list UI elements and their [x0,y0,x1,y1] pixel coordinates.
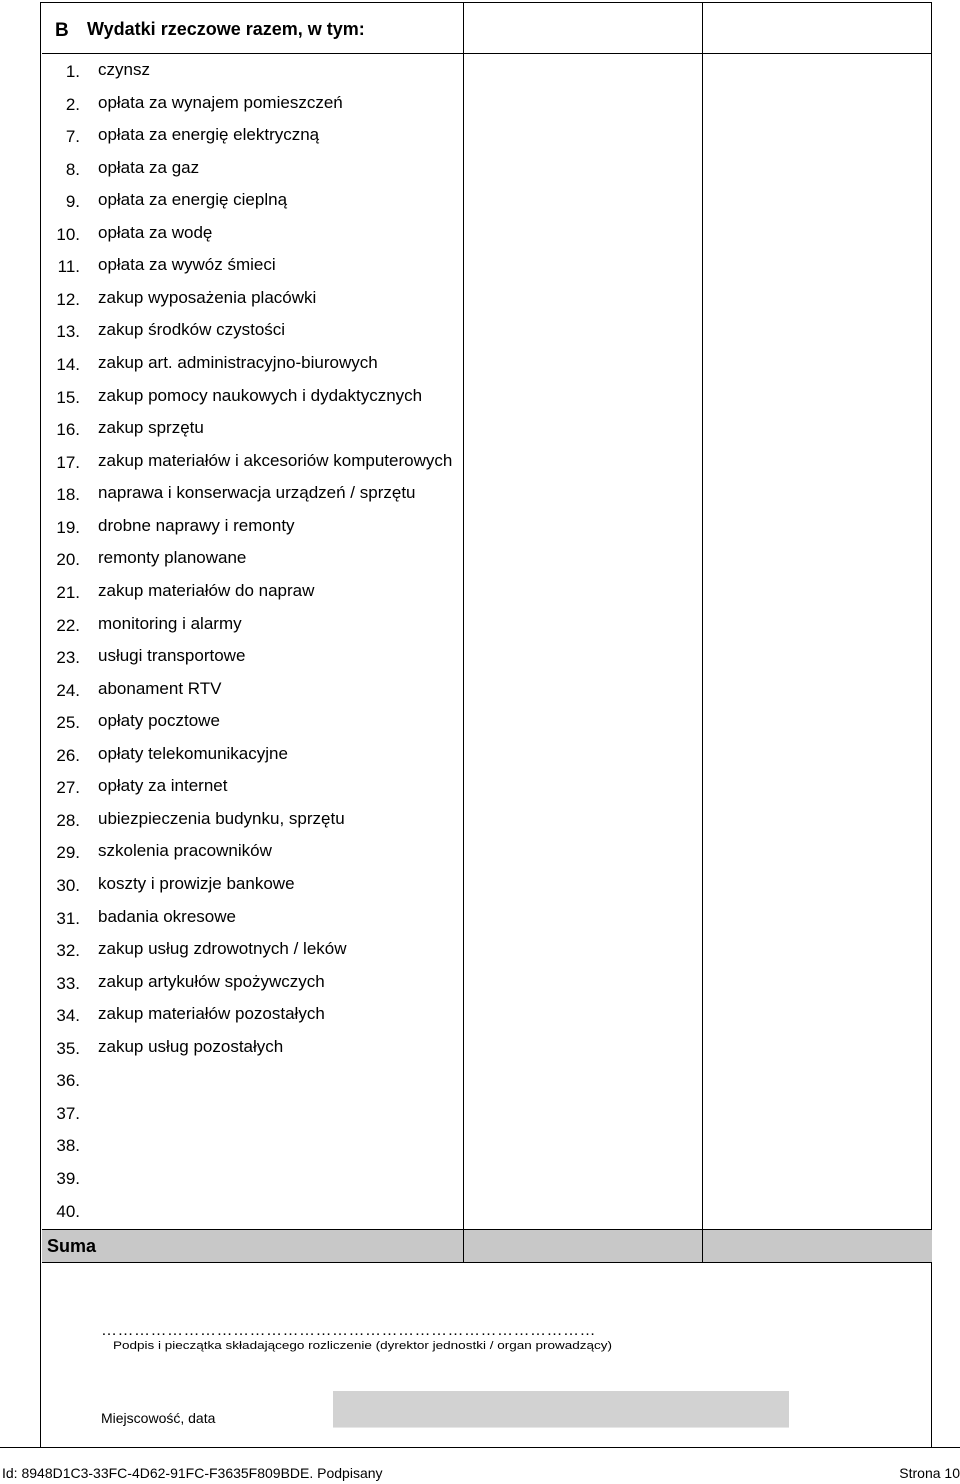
table-row [42,876,462,908]
table-row [42,678,462,713]
summary-row [42,1229,932,1263]
signature-caption: Podpis i pieczątka składającego rozliczenie (dyrektor jednostki / organ prowadzący) [113,1339,612,1352]
table-row [42,92,462,127]
table-row [42,648,462,680]
table-row [42,1071,462,1103]
row-label: zakup usług zdrowotnych / leków [98,939,347,959]
row-label: opłaty za internet [98,776,228,796]
row-label: opłata za energię cieplną [98,190,288,210]
row-label: zakup materiałów i akcesoriów komputerowych [98,450,453,470]
row-number: 31. [56,908,80,928]
table-row [42,515,462,550]
table-row [42,1169,462,1201]
table-row [42,157,462,192]
row-number: 30. [56,876,80,895]
table-row [42,322,462,354]
row-number: 24. [56,680,80,700]
table-row [42,450,462,485]
row-label: naprawa i konserwacja urządzeń / sprzętu [98,483,416,503]
row-label: drobne naprawy i remonty [98,515,295,535]
row-label: opłata za energię elektryczną [98,125,320,145]
table-row [42,257,462,289]
row-label: zakup pomocy naukowych i dydaktycznych [98,385,423,405]
row-label: abonament RTV [98,678,222,698]
row-number: 20. [56,550,80,570]
row-number: 16. [56,420,80,440]
table-row [42,971,462,1006]
column-divider-1 [463,2,464,1263]
row-label: monitoring i alarmy [98,613,242,633]
document-id: Id: 8948D1C3-33FC-4D62-91FC-F3635F809BDE. Podpisany [2,1465,383,1481]
table-row [42,1104,462,1136]
row-number: 14. [56,355,80,375]
table-row [42,485,462,517]
row-number: 11. [57,257,80,277]
table-row [42,420,462,452]
row-number: 23. [56,648,80,668]
row-label: zakup wyposażenia placówki [98,287,317,307]
row-number: 13. [56,322,80,342]
table-row [42,550,462,582]
row-number: 2. [65,94,80,114]
row-number: 34. [56,1006,80,1026]
page-number: Strona 10 [899,1465,960,1481]
table-row [42,1036,462,1071]
row-number: 32. [56,941,80,961]
table-row [42,1136,462,1168]
table-row [42,355,462,387]
row-number: 25. [56,713,80,733]
column-divider-2 [702,2,703,1263]
row-number: 29. [56,843,80,863]
summary-divider-1 [463,1229,464,1263]
row-number: 26. [56,745,80,765]
table-row [42,62,462,94]
row-label: opłaty telekomunikacyjne [98,743,288,763]
row-label: zakup usług pozostałych [98,1036,284,1056]
table-row [42,192,462,224]
row-number: 12. [56,289,80,309]
row-number: 39. [56,1169,80,1189]
row-number: 40. [56,1201,80,1221]
row-label: ubiezpieczenia budynku, sprzętu [98,808,345,828]
table-row [42,906,462,941]
table-row [42,778,462,810]
table-row [42,613,462,648]
row-number: 22. [56,615,80,635]
section-letter: B [55,20,69,41]
table-row [42,287,462,322]
row-label: zakup środków czystości [98,320,286,340]
section-title: Wydatki rzeczowe razem, w tym: [87,19,365,39]
row-number: 18. [56,485,80,505]
row-label: badania okresowe [98,906,236,926]
place-date-label: Miejscowość, data [101,1410,216,1426]
row-label: usługi transportowe [98,646,246,666]
row-number: 21. [56,582,80,602]
summary-label: Suma [47,1236,97,1256]
row-label: opłata za gaz [98,157,200,177]
row-label: zakup sprzętu [98,418,204,438]
row-number: 37. [56,1103,80,1123]
table-row [42,713,462,745]
row-number: 10. [56,224,80,244]
row-number: 8. [65,159,80,179]
row-label: remonty planowane [98,548,247,568]
row-number: 38. [56,1136,80,1156]
row-number: 19. [56,517,80,537]
table-row [42,385,462,420]
table-row [42,843,462,875]
table-row [42,1006,462,1038]
row-label: koszty i prowizje bankowe [98,874,295,893]
table-row [42,222,462,257]
table-row [42,808,462,843]
row-number: 1. [65,62,80,81]
signature-line: ……………………………………………………………………………… [101,1322,596,1339]
row-number: 36. [56,1071,80,1091]
row-label: zakup artykułów spożywczych [98,971,325,991]
row-number: 7. [65,127,80,147]
table-row [42,580,462,615]
row-label: opłata za wynajem pomieszczeń [98,92,343,112]
row-label: opłata za wodę [98,222,213,242]
row-label: zakup materiałów pozostałych [98,1004,325,1024]
row-number: 27. [56,778,80,798]
table-row [42,743,462,778]
row-label: szkolenia pracowników [98,841,272,861]
row-number: 9. [65,192,80,212]
footer-divider [0,1447,960,1448]
row-number: 28. [56,810,80,830]
table-row [42,127,462,159]
row-number: 33. [56,973,80,993]
summary-divider-2 [702,1229,703,1263]
row-label: opłaty pocztowe [98,711,220,731]
row-label: czynsz [98,60,150,79]
place-date-field[interactable] [333,1391,789,1428]
row-label: zakup materiałów do napraw [98,580,315,600]
row-number: 15. [56,387,80,407]
row-label: opłata za wywóz śmieci [98,255,276,275]
row-number: 35. [56,1038,80,1058]
table-row [42,941,462,973]
row-number: 17. [56,452,80,472]
row-label: zakup art. administracyjno-biurowych [98,353,378,373]
